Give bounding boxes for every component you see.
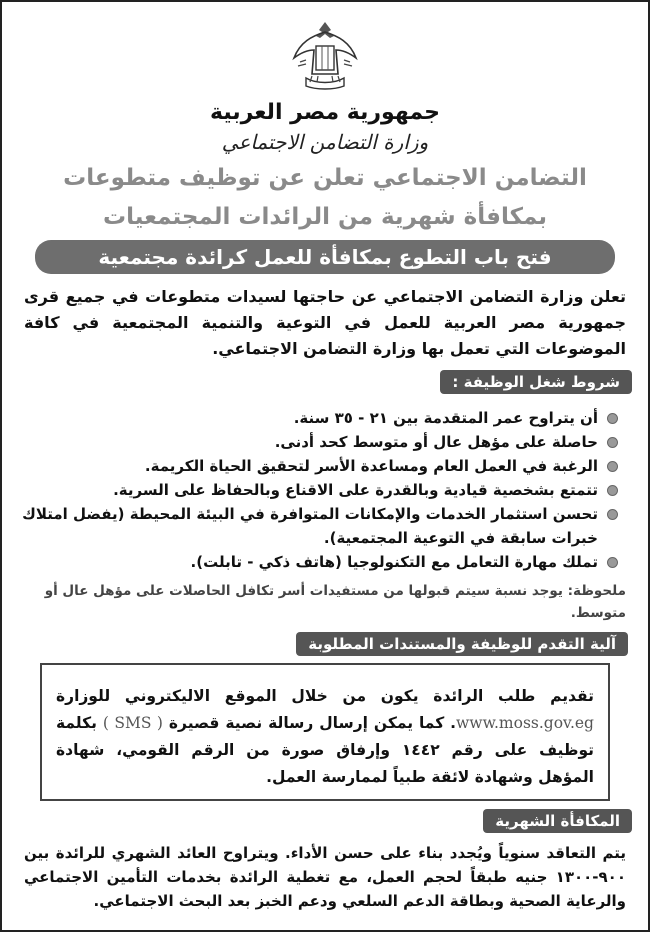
conditions-title: شروط شغل الوظيفة :: [440, 370, 632, 394]
conditions-list: [18, 406, 632, 574]
ministry-name: وزارة التضامن الاجتماعي: [221, 130, 429, 154]
list-item: [18, 430, 618, 454]
bullet-icon: [607, 557, 618, 568]
list-item: [18, 478, 618, 502]
list-item: [18, 502, 618, 550]
intro-paragraph: تعلن وزارة التضامن الاجتماعي عن حاجتها لسيدات متطوعات في جميع قرى جمهورية مصر العربية للعمل في التوعية والتنمية المجتمعية في كافة الموضوعات التي تعمل بها وزارة التضامن الاجتماعي.: [24, 287, 626, 358]
condition-text: تتمتع بشخصية قيادية وبالقدرة على الاقناع وبالحفاظ على السرية.: [113, 481, 598, 499]
reward-paragraph: يتم التعاقد سنوياً ويُجدد بناء على حسن الأداء. ويتراوح العائد الشهري للرائدة بين ٩٠٠-١٣٠٠ جنيه طبقاً لحجم العمل، مع تغطية الرائدة بخدمات التأمين الاجتماعي والرعاية الصحية وبطاقة الدعم السلعي ودعم الخبز بعد البحث الاجتماعي.: [24, 844, 626, 910]
application-text-3: بكلمة توظيف على رقم ١٤٤٢ وإرفاق صورة من الرقم القومي، شهادة المؤهل وشهادة لائقة طبياً لممارسة العمل.: [56, 714, 594, 786]
headline-line-2: بمكافأة شهرية من الرائدات المجتمعيات: [102, 204, 548, 230]
bullet-icon: [607, 509, 618, 520]
country-name: جمهورية مصر العربية: [210, 100, 440, 125]
condition-text: الرغبة في العمل العام ومساعدة الأسر لتحقيق الحياة الكريمة.: [144, 457, 598, 475]
condition-text: حاصلة على مؤهل عال أو متوسط كحد أدنى.: [274, 433, 598, 451]
reward-title: المكافأة الشهرية: [483, 809, 632, 833]
condition-text: تحسن استثمار الخدمات والإمكانات المتوافرة في البيئة المحيطة (يفضل امتلاك خبرات سابقة في التوعية المجتمعية).: [22, 505, 598, 547]
bullet-icon: [607, 437, 618, 448]
bullet-icon: [607, 461, 618, 472]
headline-line-1: التضامن الاجتماعي تعلن عن توظيف متطوعات: [63, 165, 587, 191]
bullet-icon: [607, 485, 618, 496]
application-text-2: . كما يمكن إرسال رسالة نصية قصيرة: [168, 714, 457, 732]
egypt-eagle-emblem-icon: [290, 18, 360, 92]
application-text-1: تقديم طلب الرائدة يكون من خلال الموقع الاليكتروني للوزارة: [56, 687, 594, 705]
banner-heading: فتح باب التطوع بمكافأة للعمل كرائدة مجتمعية: [35, 240, 615, 274]
list-item: [18, 406, 618, 430]
sms-label: ( SMS ): [102, 714, 163, 732]
list-item: [18, 550, 618, 574]
application-box: [40, 663, 610, 801]
application-title: آلية التقدم للوظيفة والمستندات المطلوبة: [296, 632, 628, 656]
list-item: [18, 454, 618, 478]
ministry-website-link[interactable]: www.moss.gov.eg: [456, 714, 594, 732]
condition-text: تملك مهارة التعامل مع التكنولوجيا (هاتف ذكي - تابلت).: [190, 553, 598, 571]
condition-text: أن يتراوح عمر المتقدمة بين ٢١ - ٣٥ سنة.: [293, 409, 598, 427]
bullet-icon: [607, 413, 618, 424]
note-text: ملحوظة: يوجد نسبة سيتم قبولها من مستفيدات أسر تكافل الحاصلات على مؤهل عال أو متوسط.: [44, 583, 626, 621]
